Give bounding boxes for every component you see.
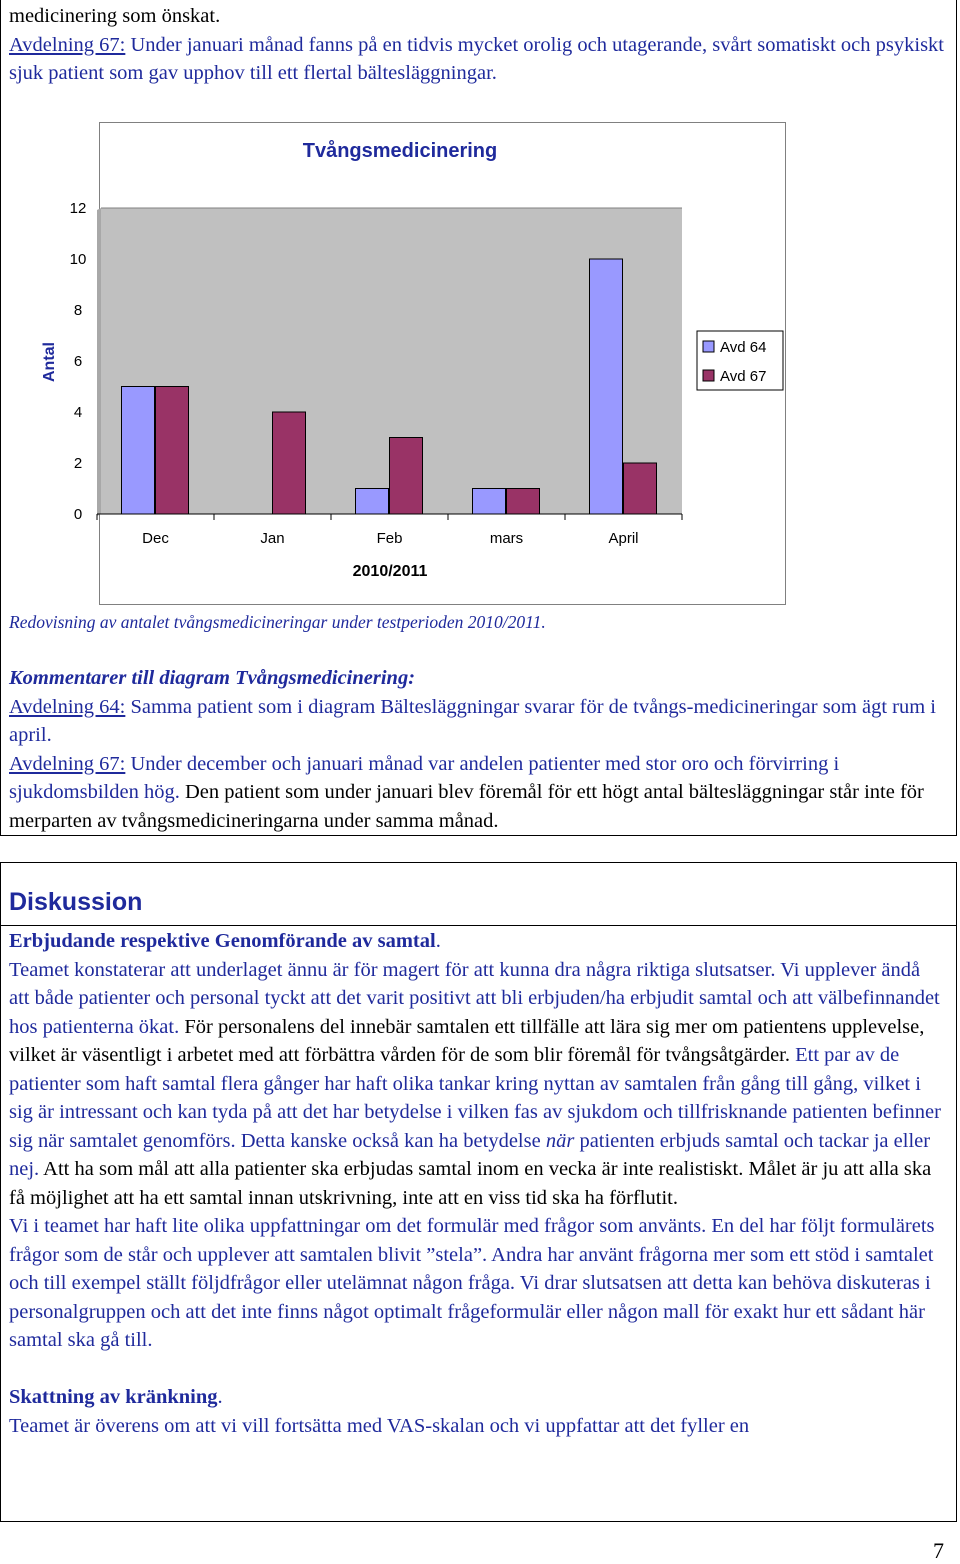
y-axis-label: Antal (41, 342, 58, 382)
bar-avd-64-april (590, 259, 623, 514)
x-tick-label: Feb (376, 530, 403, 547)
legend-entry: Avd 64 (720, 339, 767, 356)
y-tick-label: 10 (69, 251, 87, 268)
avd67-comment-text1: Under december och januari månad var andelen patienter med stor oro och förvirring i sjukdomsbilden hög. (9, 752, 840, 803)
bar-avd-64-feb (356, 489, 389, 515)
comments-heading: Kommentarer till diagram Tvångsmedicinering: (9, 667, 416, 689)
bar-avd-67-jan (273, 412, 306, 514)
discussion-paragraph-1: Teamet konstaterar att underlaget ännu är för magert för att kunna dra några riktiga slutsatser. Vi upplever ändå att både patienter och personal tyckt att det varit positivt att bli erbjuden/ha erbjudit samtal och att välbefinnandet hos patienterna ökat. För personalens del innebär samtalen ett tillfälle att lära sig mer om patientens upplevelse, vilket är väsentligt i arbetet med att förbättra vården för de som blir föremål för tvångsåtgärder. Ett par av de patienter som haft samtal flera gånger har haft olika tankar kring nyttan av samtalen från gång till gång, vilket i sig är intressant och kan tyda på att det har betydelse i vilken fas av sjukdom och tillfrisknande patienten befinner sig när samtalet genomförs. Detta kanske också kan ha betydelse när patienten erbjuds samtal och tackar ja eller nej. Att ha som mål att alla patienter ska erbjudas samtal inom en vecka är inte realistiskt. Målet är ju att alla ska få möjlighet att ha ett samtal innan utskrivning, inte att en viss tid ska ha förflutit. (9, 958, 941, 1209)
comment-avd67 (9, 750, 944, 836)
y-tick-label: 4 (73, 404, 83, 421)
plot-side-wall (97, 208, 101, 516)
bar-avd-67-april (624, 463, 657, 514)
y-tick-label: 12 (69, 200, 87, 217)
section-title: Diskussion (9, 888, 143, 916)
bar-avd-67-mars (507, 489, 540, 515)
x-tick-label: mars (489, 530, 524, 547)
avd64-text: Samma patient som i diagram Bältesläggningar svarar för de tvångs-medicineringar som ägt rum i april. (9, 695, 937, 746)
avd67-comment-text2: Den patient som under januari blev föremål för ett högt antal bältesläggningar står inte för merparten av tvångsmedicineringarna under samma månad. (9, 781, 924, 832)
chart-caption: Redovisning av antalet tvångsmedicineringar under testperioden 2010/2011. (9, 612, 546, 632)
avd67-comment-label: Avdelning 67: (9, 752, 126, 775)
bar-avd-64-mars (473, 489, 506, 515)
y-tick-label: 0 (73, 506, 83, 523)
x-tick-label: Jan (260, 530, 285, 547)
legend (697, 331, 783, 390)
section-header-bar (0, 884, 957, 926)
y-tick-label: 8 (73, 302, 83, 319)
bar-avd-67-dec (156, 387, 189, 515)
legend-swatch (703, 370, 714, 381)
y-tick-label: 6 (73, 353, 83, 370)
x-tick-label: Dec (142, 530, 169, 547)
bar-avd-67-feb (390, 438, 423, 515)
chart-title: Tvångsmedicinering (302, 140, 498, 162)
avd64-label: Avdelning 64: (9, 695, 126, 718)
y-tick-label: 2 (73, 455, 83, 472)
discussion-paragraph-2: Vi i teamet har haft lite olika uppfattningar om det formulär med frågor som använts. En del har följt formulärets frågor som de står och upplever att samtalen blivit ”stela”. Andra har använt frågorna mer som ett stöd i samtalet och till exempel ställt följdfrågor eller utelämnat någon fråga. Vi drar slutsatsen att detta kan behöva diskuteras i personalgruppen och att det inte finns något optimalt frågeformulär eller någon mall för exakt hur ett sådant här samtal ska gå till. (9, 1215, 935, 1351)
subheading-skattning: Skattning av kränkning. (9, 1386, 223, 1408)
page-number: 7 (933, 1538, 944, 1563)
bar-chart (0, 0, 960, 620)
discussion-paragraph-3: Teamet är överens om att vi vill fortsätta med VAS-skalan och vi uppfattar att det fyller en (9, 1414, 750, 1437)
top-line: medicinering som önskat. (9, 5, 221, 27)
comment-avd64 (9, 693, 944, 750)
comments-block (9, 664, 944, 835)
avd67-label: Avdelning 67: (9, 33, 126, 56)
plot-area (70, 200, 682, 547)
x-axis-label: 2010/2011 (352, 563, 428, 580)
legend-swatch (703, 341, 714, 352)
x-tick-label: April (608, 530, 639, 547)
bar-avd-64-dec (122, 387, 155, 515)
avd67-text: Under januari månad fanns på en tidvis mycket orolig och utagerande, svårt somatiskt och psykiskt sjuk patient som gav upphov till ett flertal bältesläggningar. (9, 33, 945, 84)
subheading-erbjudande: Erbjudande respektive Genomförande av samtal. (9, 930, 441, 952)
discussion-block (9, 927, 944, 1440)
legend-entry: Avd 67 (720, 368, 767, 385)
